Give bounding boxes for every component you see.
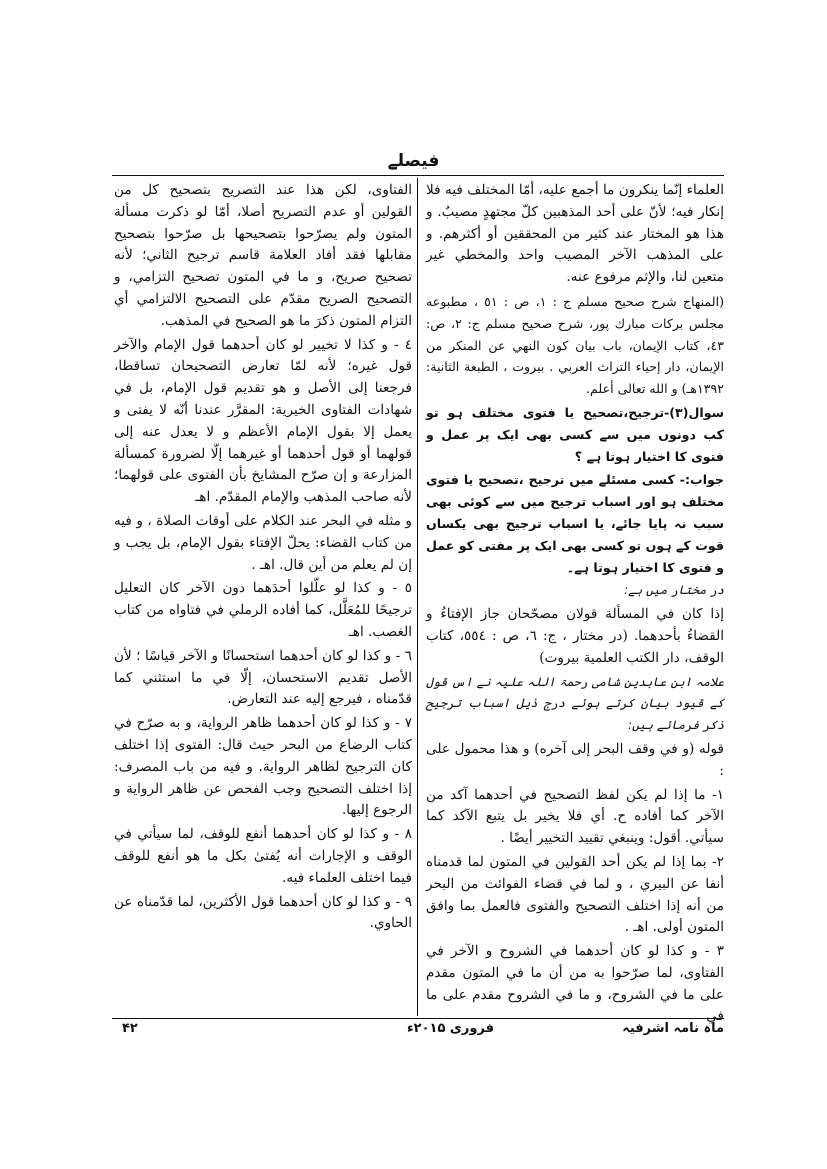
numbered-paragraph: ١- ما إذا لم يكن لفظ التصحيح في أحدهما آكد من الآخر كما أفاده ح. أي فلا يخير بل يتبع الآكد كما سيأتي. أقول: وينبغي تقييد التخيير أيضًا . [426, 786, 724, 847]
paragraph: و مثله في البحر عند الكلام على أوقات الصلاة ، و فيه من كتاب القضاء: يحلّ الإفتاء بقول الإمام، بل يجب و إن لم يعلم من أين قال. اهـ . [114, 512, 412, 573]
magazine-name: ماہ نامہ اشرفیہ [622, 1021, 724, 1036]
left-column [114, 180, 412, 1015]
column-divider [417, 178, 418, 1016]
issue-date: فروری ۲۰۱۵ء [406, 1021, 494, 1036]
numbered-paragraph: ٥ - و كذا لو علّلوا أحدَهما دون الآخر كان التعليل ترجيحًا للمُعَلَّل، كما أفاده الرملي في فتاواه من كتاب الغصب. اهـ [114, 580, 412, 640]
paragraph: قوله (و في وقف البحر إلى آخره) و هذا محمول على : [426, 740, 724, 779]
numbered-paragraph: ٣ - و كذا لو كان أحدهما في الشروح و الآخر في الفتاوى، لما صرّحوا به من أن ما في المتون مقدم على ما في الشروح، و ما في الشروح مقدم على ما في [426, 943, 724, 1025]
numbered-paragraph: ٦ - و كذا لو كان أحدهما استحسانًا و الآخر قياسًا ؛ لأن الأصل تقديم الاستحسان، إلّا في ما استثني كما قدّمناه ، فيرجع إليه عند التعارض. [114, 647, 412, 708]
numbered-paragraph: ٨ - و كذا لو كان أحدهما أنفع للوقف، لما سيأتي في الوقف و الإجارات أنه يُفتىٰ بكل ما هو أنفع للوقف فيما اختلف العلماء فيه. [114, 826, 412, 886]
paragraph: إذا كان في المسألة قولان مصحّحان جاز الإفتاءُ و القضاءُ بأحدهما. (در مختار ، ج: ٦، ص : ٥٥٤، كتاب الوقف، دار الكتب العلمية بيروت) [426, 606, 725, 666]
paragraph: الفتاوى، لكن هذا عند التصريح بتصحيح كل من القولين أو عدم التصريح أصلا، أمّا لو ذكرت مسألة المتون ولم يصرّحوا بتصحيحها بل صرّحوا بتصحيح مقابلها فقد أفاد العلامة قاسم ترجيح الثاني؛ لأنه تصحيح صريح، و ما في المتون تصحيح التزامي، و التصحيح الصريح مقدّم على التصحيح الالتزامي أي التزام المتون ذكرَ ما هو الصحيح في المذهب. [114, 182, 412, 329]
right-column [426, 180, 725, 1025]
page-footer [112, 1021, 724, 1045]
numbered-paragraph: ٤ - و كذا لا تخيير لو كان أحدهما قول الإمام والآخر قول غيره؛ لأنه لمّا تعارض التصحيحان تساقطا، فرجعنا إلى الأصل و هو تقديم قول الإمام، بل في شهادات الفتاوى الخيرية: المقرَّر عندنا أنّه لا يفتى و يعمل إلا بقول الإمام الأعظم و لا يعدل عنه إلى قولهما أو قول أحدهما أو غيرهما إلّا لضرورة كمسألة المزارعة و إن صرّح المشايخ بأن الفتوى على قولهما؛ لأنه صاحب المذهب والإمام المقدّم. اهـ [114, 336, 412, 506]
footer-rule [112, 1018, 724, 1019]
numbered-paragraph: ٩ - و كذا لو كان أحدهما قول الأكثرين، لما قدّمناه عن الحاوي. [114, 893, 412, 932]
question-paragraph: سوال(٣)-ترجیح،تصحیح یا فتوی مختلف ہو تو کب دونوں میں سے کسی بھی ایک پر عمل و فتوی کا اختیار ہوتا ہے ؟ [426, 404, 724, 464]
reference-paragraph: (المنهاج شرح صحيح مسلم ج : ١، ص : ٥١ ، مطبوعه مجلس بركات مبارك پور، شرح صحيح مسلم ج: ٢، ص: ٤٣، كتاب الإيمان، باب بيان كون النهي عن المنكر من الإيمان، دار إحياء التراث العربي . بيروت ، الطبعة الثانية: ١٣٩٢هـ) و الله تعالى أعلم. [426, 293, 724, 397]
numbered-paragraph: ٧ - و كذا لو كان أحدهما ظاهر الرواية، و به صرّح في كتاب الرضاع من البحر حيث قال: الفتوى إذا اختلف كان الترجيح لظاهر الرواية. و فيه من باب المصرف: إذا اختلف التصحيح وجب الفحص عن ظاهر الرواية و الرجوع إليها. [114, 715, 412, 819]
answer-paragraph: جواب:- کسی مسئلے میں ترجیح ،تصحیح یا فتوی مختلف ہو اور اسباب ترجیح میں سے کوئی بھی سبب نہ پایا جائے، یا اسباب ترجیح بھی یکساں قوت کے ہوں تو کسی بھی ایک پر مفتی کو عمل و فتوی کا اختیار ہوتا ہے۔ [426, 472, 724, 575]
header-rule [112, 175, 724, 176]
numbered-paragraph: ٢- بما إذا لم يكن أحد القولين في المتون لما قدمناه أنفا عن البيري ، و لما في قضاء الفوائت من البحر من أنه إذا اختلف التصحيح والفتوى فالعمل بما وافق المتون أولى. اهـ . [426, 853, 724, 936]
page-number: ۴۲ [122, 1021, 138, 1036]
urdu-note: در مختار میں ہے: [624, 583, 724, 598]
urdu-note: علامہ ابن عابدین شامی رحمۃ اللہ علیہ نے اس قول کے قیود بیان کرتے ہوئے درج ذیل اسباب ترجیح ذکر فرمائے ہیں: [426, 674, 724, 733]
page-title: فيصلے [387, 151, 440, 171]
paragraph: العلماء إنّما ينكرون ما أجمع عليه، أمّا المختلف فيه فلا إنكار فيه؛ لأنّ على أحد المذهبين كلّ مجتهدٍ مصيبٌ. و هذا هو المختار عند كثير من المحققين أو أكثرهم. و على المذهب الآخر المصيب واحد والمخطي غير متعين لنا، والإثم مرفوع عنه. [426, 182, 724, 286]
